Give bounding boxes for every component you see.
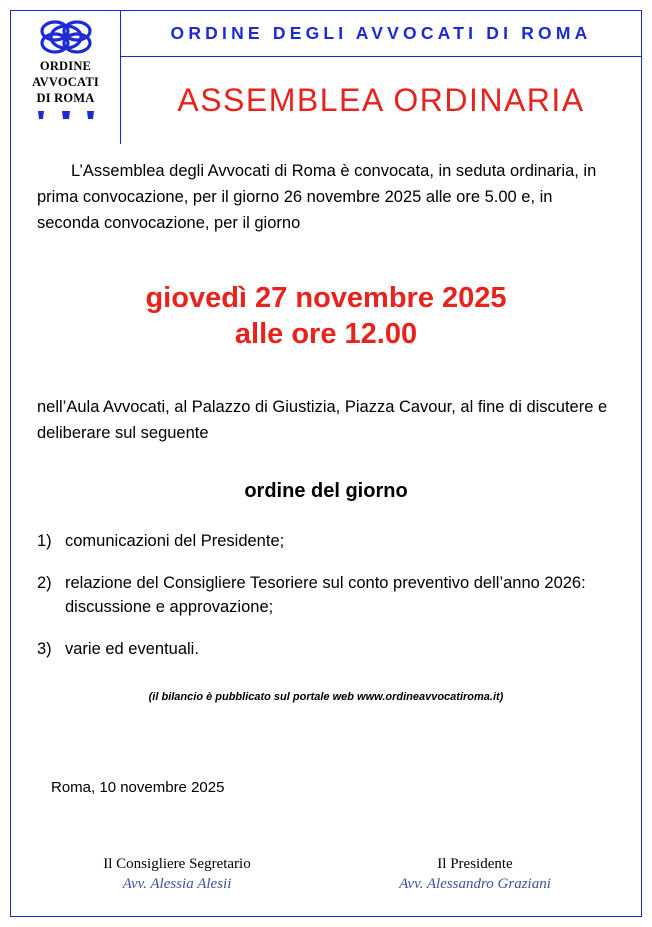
list-item [37,529,615,553]
signature-role: Il Presidente [437,856,513,872]
logo-text-line1: ORDINE [39,59,92,73]
agenda-item-number: 1) [37,532,52,550]
meeting-time: alle ore 12.00 [234,318,418,350]
logo-text-line3: DI ROMA [36,91,95,105]
agenda-item-text: comunicazioni del Presidente; [65,532,285,550]
logo-text-line2: AVVOCATI [32,75,99,89]
intro-paragraph: L’Assemblea degli Avvocati di Roma è convocata, in seduta ordinaria, in prima convocazione, per il giorno 26 novembre 2025 alle ore 5.00 e, in seconda convocazione, per il giorno [37,162,597,232]
signature-name: Avv. Alessia Alesii [122,876,232,892]
header-subtitle-bar [121,57,641,144]
agenda-heading: ordine del giorno [244,480,408,502]
agenda-item-text: relazione del Consigliere Tesoriere sul conto preventivo dell’anno 2026: discussione e approvazione; [65,574,586,616]
logo-cell [11,11,121,144]
signature-block [37,856,615,893]
agenda-list [37,529,615,661]
place-and-date: Roma, 10 novembre 2025 [51,779,225,796]
header-text-block [121,11,641,144]
meeting-date: giovedì 27 novembre 2025 [145,282,507,314]
meeting-datetime-block [37,280,615,352]
list-item [37,637,615,661]
agenda-item-number: 2) [37,574,52,592]
signature-secretary [47,856,307,893]
signature-president [345,856,605,893]
signature-name: Avv. Alessandro Graziani [399,876,551,892]
document-header [11,11,641,144]
budget-note: (il bilancio è pubblicato sul portale web www.ordineavvocatiroma.it) [148,691,504,703]
emblem-base-icon [35,108,97,120]
agenda-item-number: 3) [37,640,52,658]
venue-paragraph: nell’Aula Avvocati, al Palazzo di Giustizia, Piazza Cavour, al fine di discutere e deliberare sul seguente [37,398,608,442]
header-title-bar [121,11,641,57]
document-title: ASSEMBLEA ORDINARIA [177,82,585,118]
document-body [11,144,641,893]
organization-title: ORDINE DEGLI AVVOCATI DI ROMA [170,23,592,43]
bar-association-emblem-icon [31,17,101,57]
signature-role: Il Consigliere Segretario [103,856,251,872]
list-item [37,571,615,619]
agenda-item-text: varie ed eventuali. [65,640,199,658]
